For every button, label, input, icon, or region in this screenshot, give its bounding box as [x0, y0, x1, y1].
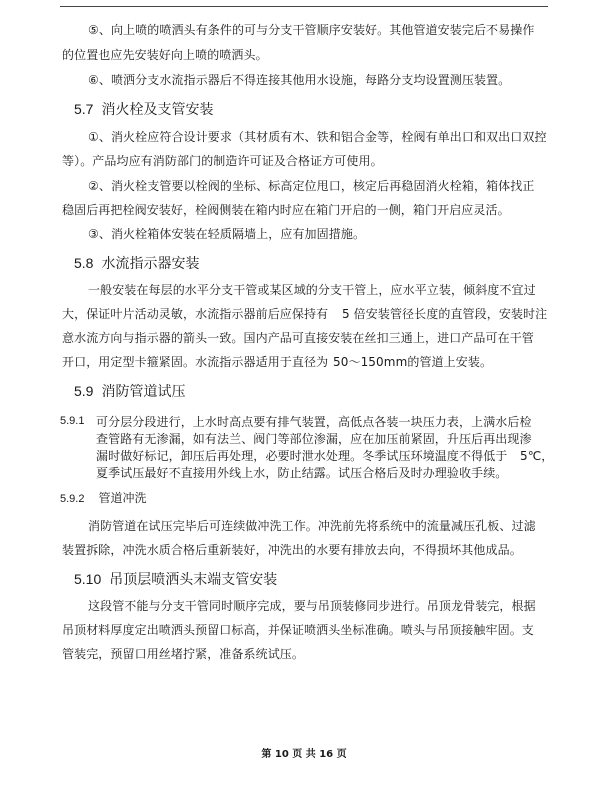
paragraph-line: 开口，用定型卡箍紧固。水流指示器适用于直径为: [62, 355, 329, 369]
paragraph-line: 5℃，: [520, 449, 554, 463]
paragraph-line: 大，保证叶片活动灵敏，水流指示器前后应保持有: [62, 307, 329, 321]
section-title: 消火栓及支管安装: [101, 102, 214, 118]
section-title: 消防管道试压: [101, 384, 186, 400]
section-number: 5.7: [74, 101, 94, 117]
paragraph-line: ①、消火栓应符合设计要求（其材质有木、铁和铝合金等，栓阀有单出口和双出口双控: [88, 130, 547, 144]
paragraph-line: 的位置也应先安装好向上喷的喷洒头。: [62, 48, 268, 62]
paragraph-line: 5 倍安装管径长度的直管段，安装时注: [342, 307, 548, 321]
paragraph-line: 装置拆除，冲洗水质合格后重新装好，冲洗出的水要有排放去向，不得损坏其他成品。: [62, 543, 522, 557]
paragraph-line: 50～150mm的管道上安装。: [333, 355, 493, 369]
paragraph-line: 一般安装在每层的水平分支干管或某区域的分支干管上，应水平立装，倾斜度不宜过: [88, 283, 536, 297]
section-heading-5-8: [74, 254, 199, 273]
paragraph-line: 漏时做好标记，卸压后再处理，必要时泄水处理。冬季试压环境温度不得低于: [96, 449, 508, 463]
paragraph-line: ③、消火栓箱体安装在轻质隔墙上，应有加固措施。: [88, 227, 366, 241]
paragraph-line: 稳固后再把栓阀安装好，栓阀侧装在箱内时应在箱门开启的一侧，箱门开启应灵活。: [62, 203, 510, 217]
paragraph-line: 消防管道在试压完毕后可连续做冲洗工作。冲洗前先将系统中的流量减压孔板、过滤: [88, 519, 536, 533]
paragraph-line: ⑥、喷洒分支水流指示器后不得连接其他用水设施，每路分支均设置测压装置。: [88, 73, 511, 87]
section-number: 5.9: [74, 383, 94, 399]
section-heading-5-9: [74, 382, 185, 401]
subsection-number: 5.9.2: [60, 493, 85, 505]
paragraph-line: 可分层分段进行，上水时高点要有排气装置，高低点各装一块压力表，上满水后检: [96, 415, 532, 429]
paragraph-line: 夏季试压最好不直接用外线上水，防止结露。试压合格后及时办理验收手续。: [96, 466, 508, 480]
page-number-footer: 第 10 页 共 16 页: [261, 749, 347, 760]
paragraph-line: 管装完，预留口用丝堵拧紧，准备系统试压。: [62, 647, 305, 661]
section-number: 5.10: [74, 571, 102, 587]
paragraph-line: 吊顶材料厚度定出喷洒头预留口标高，并保证喷洒头坐标准确。喷头与吊顶接触牢固。支: [62, 623, 534, 637]
paragraph-line: 意水流方向与指示器的箭头一致。国内产品可直接安装在丝扣三通上，进口产品可在干管: [62, 331, 534, 345]
subsection-number: 5.9.1: [60, 415, 85, 427]
header-rule: [60, 6, 548, 7]
paragraph-line: 等）。产品均应有消防部门的制造许可证及合格证方可使用。: [62, 154, 383, 168]
section-title: 水流指示器安装: [101, 256, 200, 272]
paragraph-line: 查管路有无渗漏，如有法兰、阀门等部位渗漏，应在加压前紧固，升压后再出现渗: [96, 432, 532, 446]
paragraph-line: ②、消火栓支管要以栓阀的坐标、标高定位甩口，核定后再稳固消火栓箱，箱体找正: [88, 179, 535, 193]
paragraph-line: ⑤、向上喷的喷洒头有条件的可与分支干管顺序安装好。其他管道安装完后不易操作: [88, 23, 535, 37]
subsection-title: 管道冲洗: [98, 491, 147, 505]
section-heading-5-7: [74, 100, 213, 119]
section-title: 吊顶层喷洒头末端支管安装: [109, 572, 278, 588]
subsection-heading-5-9-2: [60, 490, 146, 507]
section-heading-5-10: [74, 570, 277, 589]
section-number: 5.8: [74, 255, 94, 271]
paragraph-line: 这段管不能与分支干管同时顺序完成，要与吊顶装修同步进行。吊顶龙骨装完，根据: [88, 599, 536, 613]
